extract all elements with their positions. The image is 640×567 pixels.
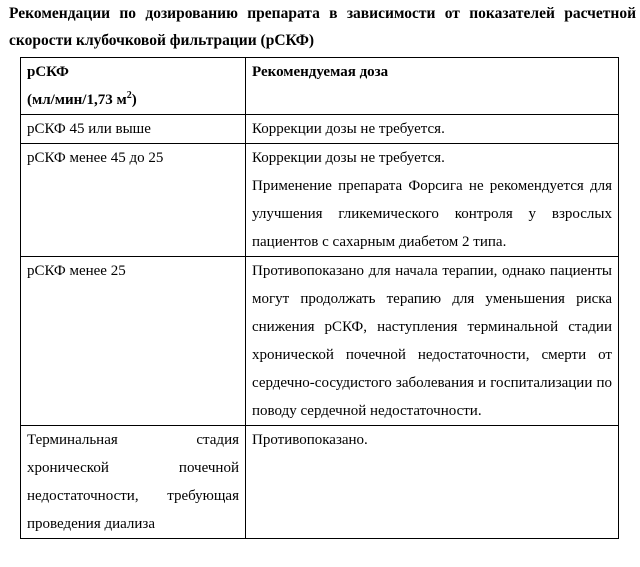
dose-paragraph: Противопоказано. [252, 432, 368, 448]
header-cell-egfr [21, 58, 246, 115]
dose-paragraph: Противопоказано для начала терапии, однако пациенты могут продолжать терапию для уменьшения риска снижения рСКФ, наступления терминальной стадии хронической почечной недостаточности, смерти от сердечно-сосудистого заболевания и госпитализации по поводу сердечной недостаточности. [252, 263, 612, 419]
dose-paragraph: Применение препарата Форсига не рекомендуется для улучшения гликемического контроля у взрослых пациентов с сахарным диабетом 2 типа. [252, 178, 612, 250]
header-egfr-unit: (мл/мин/1,73 $м^2$) [27, 90, 137, 108]
dose-paragraph: Коррекции дозы не требуется. [252, 150, 445, 166]
egfr-cell: рСКФ 45 или выше [21, 115, 246, 144]
header-cell-dose: Рекомендуемая доза [246, 58, 619, 115]
dose-cell [246, 257, 619, 426]
table-header-row [21, 58, 619, 115]
header-egfr-label: рСКФ [27, 64, 69, 80]
table-row [21, 144, 619, 257]
table-row [21, 426, 619, 539]
dose-paragraph: Коррекции дозы не требуется. [252, 121, 445, 137]
dosage-table [20, 57, 619, 539]
document-title: Рекомендации по дозированию препарата в зависимости от показателей расчетной скорости клубочковой фильтрации (рСКФ) [9, 5, 636, 49]
egfr-cell: рСКФ менее 45 до 25 [21, 144, 246, 257]
egfr-cell: рСКФ менее 25 [21, 257, 246, 426]
dose-cell [246, 115, 619, 144]
table-row [21, 257, 619, 426]
table-row [21, 115, 619, 144]
egfr-cell: Терминальная стадия хронической почечной недостаточности, требующая проведения диализа [21, 426, 246, 539]
dose-cell [246, 144, 619, 257]
dose-cell [246, 426, 619, 539]
